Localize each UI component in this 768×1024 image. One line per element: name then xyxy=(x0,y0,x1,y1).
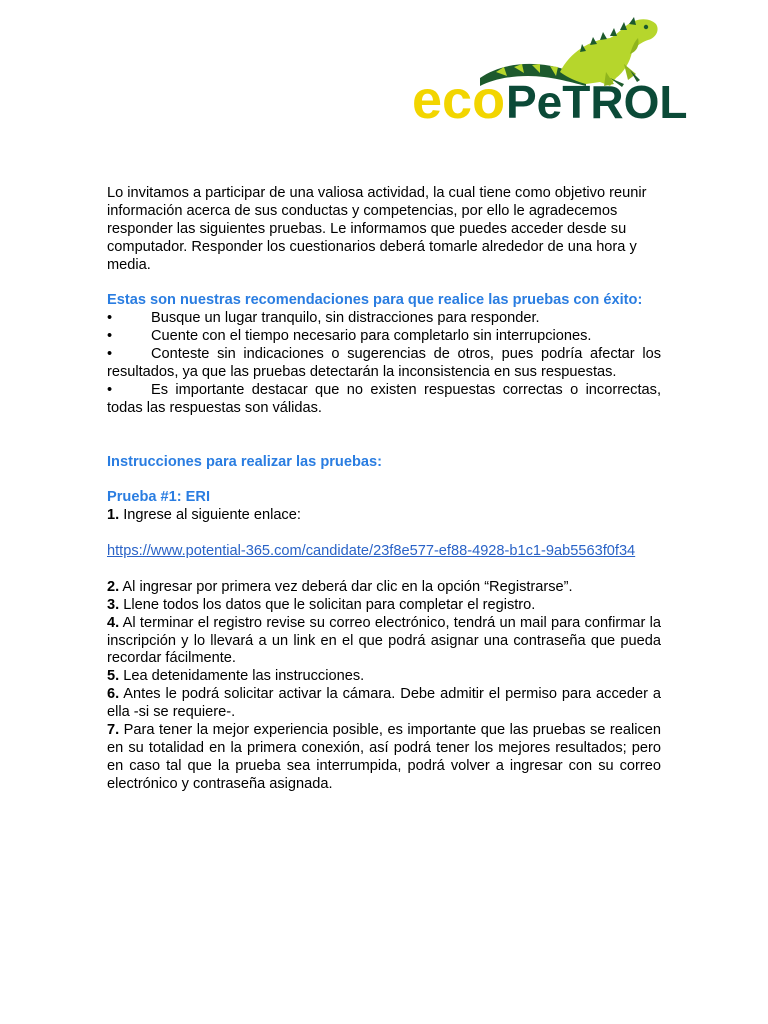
step-number: 4. xyxy=(107,614,120,631)
step-text: Ingrese al siguiente enlace: xyxy=(119,507,301,524)
list-item xyxy=(107,310,661,328)
step-number: 1. xyxy=(107,507,120,524)
step-number: 7. xyxy=(107,722,120,739)
step-number: 5. xyxy=(107,668,120,685)
step-1 xyxy=(107,507,661,525)
step-text: Llene todos los datos que le solicitan para completar el registro. xyxy=(119,596,536,613)
step-3 xyxy=(107,597,661,615)
list-item-text: Es importante destacar que no existen respuestas correctas o incorrectas, todas las respuestas son válidas. xyxy=(107,381,661,416)
recommendations-list xyxy=(107,310,661,417)
step-text: Para tener la mejor experiencia posible, es importante que las pruebas se realicen en su totalidad en la primera conexión, así podrá tener los mejores resultados; pero en caso tal que la prueba sea interrumpida, podrá volver a ingresar con su correo electrónico y contraseña asignada. xyxy=(107,722,661,792)
ecopetrol-logo xyxy=(410,12,730,124)
step-2 xyxy=(107,579,661,597)
bullet-icon: • xyxy=(107,346,113,363)
list-item-text: Conteste sin indicaciones o sugerencias de otros, pues podría afectar los resultados, ya que las pruebas detectarán la inconsistencia en sus respuestas. xyxy=(107,346,661,381)
step-text: Al terminar el registro revise su correo electrónico, tendrá un mail para confirmar la inscripción y lo llevará a un link en el que podrá asignar una contraseña que pueda recordar fácilmente. xyxy=(107,614,661,667)
intro-paragraph: Lo invitamos a participar de una valiosa actividad, la cual tiene como objetivo reunir información acerca de sus conductas y competencias, por ello le agradecemos responder las siguientes pruebas. Le informamos que puedes acceder desde su computador. Responder los cuestionarios deberá tomarle alrededor de una hora y media. xyxy=(107,185,647,273)
step-4 xyxy=(107,615,661,669)
logo-petrol-text: PeTROL xyxy=(506,76,688,124)
step-7 xyxy=(107,722,661,794)
list-item xyxy=(107,346,661,382)
step-number: 3. xyxy=(107,596,120,613)
recommendations-heading: Estas son nuestras recomendaciones para que realice las pruebas con éxito: xyxy=(107,292,643,309)
step-text: Lea detenidamente las instrucciones. xyxy=(119,668,365,685)
test-link[interactable]: https://www.potential-365.com/candidate/23f8e577-ef88-4928-b1c1-9ab5563f0f34 xyxy=(107,543,636,560)
list-item xyxy=(107,328,661,346)
test-title: Prueba #1: ERI xyxy=(107,489,211,506)
bullet-icon: • xyxy=(107,310,113,327)
list-item xyxy=(107,382,661,418)
bullet-icon: • xyxy=(107,381,113,398)
step-6 xyxy=(107,686,661,722)
bullet-icon: • xyxy=(107,328,113,345)
step-text: Antes le podrá solicitar activar la cámara. Debe admitir el permiso para acceder a ella -si se requiere-. xyxy=(107,686,661,721)
step-number: 6. xyxy=(107,686,120,703)
step-text: Al ingresar por primera vez deberá dar clic en la opción “Registrarse”. xyxy=(119,578,573,595)
instructions-heading: Instrucciones para realizar las pruebas: xyxy=(107,453,382,470)
step-number: 2. xyxy=(107,578,120,595)
test-link-line xyxy=(107,543,661,561)
document-body xyxy=(107,185,661,794)
logo-eco-text: eco xyxy=(412,70,506,124)
list-item-text: Busque un lugar tranquilo, sin distracciones para responder. xyxy=(151,310,540,327)
step-5 xyxy=(107,668,661,686)
list-item-text: Cuente con el tiempo necesario para completarlo sin interrupciones. xyxy=(151,328,592,345)
